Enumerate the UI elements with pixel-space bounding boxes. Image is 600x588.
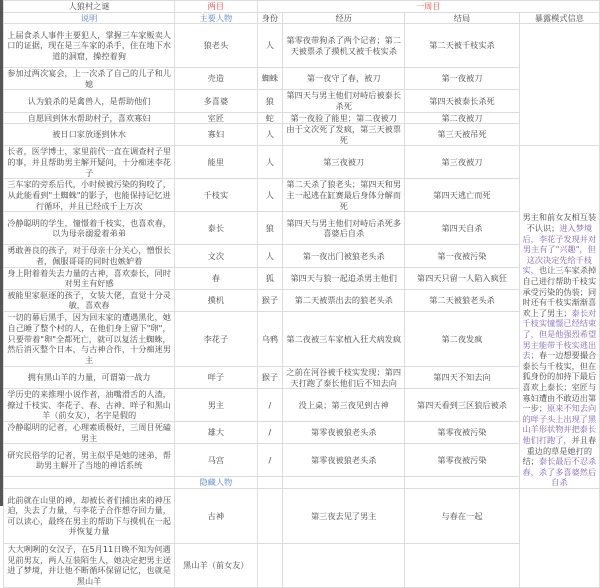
exposure-info-cell: [519, 24, 599, 146]
character-name: 咩子: [175, 366, 257, 388]
empty-cell: [405, 477, 519, 489]
table-row: [4, 146, 600, 179]
character-experience: 由于文次死了发疯，第三天被票死: [283, 124, 405, 146]
table-row: [4, 422, 600, 444]
character-ending: 第一夜被刀: [405, 68, 519, 90]
character-ending: 第三天被吊死: [405, 124, 519, 146]
character-ending: [405, 543, 519, 587]
character-identity: /: [257, 444, 283, 477]
character-description: 被日口家放逐到休水: [4, 124, 175, 146]
table-row: [4, 124, 600, 146]
character-ending: 第一夜被污染: [405, 245, 519, 267]
character-experience: 第四天与男主他们对峙后被泰长杀死: [283, 90, 405, 112]
table-row: [4, 366, 600, 388]
character-description: 学历史的来推理小说作者，油嘴滑舌的人渣，撩过千枝实、李花子、春、古神、咩子和黑山羊（前女友），名字是假的: [4, 389, 175, 422]
character-identity: /: [257, 422, 283, 444]
character-identity: 人: [257, 146, 283, 179]
table-row: [4, 90, 600, 112]
table-row: [4, 444, 600, 477]
character-identity: 乌鸦: [257, 311, 283, 366]
table-row: [4, 289, 600, 311]
table-row: [4, 112, 600, 124]
exposure-segment: 也让三车家杀掉自己进行帮助千枝实承受污染的伪装；同时还有千枝实渐渐喜欢上了男主；: [522, 265, 597, 318]
character-name: 寡妇: [175, 124, 257, 146]
character-ending: 第二夜被刀: [405, 112, 519, 124]
exposure-segment: 进入梦境后，李花子发现并对男主有了"兴趣"，但这次决定先给千枝实，: [522, 223, 597, 276]
character-name: 千枝实: [175, 179, 257, 212]
exposure-segment: 并且春重边的草是她打的结；: [522, 434, 597, 467]
exposure-info-empty: [519, 488, 599, 587]
exposure-segment: 春一边想要撮合泰长与千枝实，但在狐身份的加持下最后喜欢上泰长；室匠与寡妇遭由不敢迈出第一步；: [522, 350, 597, 414]
character-description: 三车家的旁系后代，小时候被污染的狗咬了，从此能看到"土蜘蛛"的影子，也能保持记忆进行循环，并且已经成千上万次: [4, 179, 175, 212]
character-experience: 第零夜带狗杀了两个记者；第二天被票杀了摸机又被千枝实杀: [283, 24, 405, 68]
character-name: 文次: [175, 245, 257, 267]
table-row: [4, 311, 600, 366]
character-description: 研究民俗学的记者，男主似乎是她的迷弟，帮助男主解开了当地的神话系统: [4, 444, 175, 477]
table-row: [4, 24, 600, 68]
character-name: 能里: [175, 146, 257, 179]
character-identity: /: [257, 389, 283, 422]
character-description: 认为狼杀的是禽兽人，是帮助他们: [4, 90, 175, 112]
table-row: [4, 245, 600, 267]
character-experience: 第二天杀了狼老头；第四天和男主一起逃在缸赛最后身体分解而死: [283, 179, 405, 212]
character-name: 雄大: [175, 422, 257, 444]
exposure-segment: 原来不知去向的咩子头上出现了黑山羊形状物并把泰长他们打跑了，: [522, 403, 597, 445]
column-header-row: [4, 12, 600, 24]
character-experience: 第四天与男主他们对峙后杀死多喜婆后自杀: [283, 212, 405, 245]
hidden-section-label: 隐藏人物: [175, 477, 257, 489]
character-identity: 蛇: [257, 112, 283, 124]
col-header-ending: 结局: [405, 12, 519, 24]
character-identity: [257, 543, 283, 587]
character-name: 狼老头: [175, 24, 257, 68]
character-description: 长者，医学博士，家里前代一直在调查村子里的事，并且帮助男主解开疑问，十分痴迷李花子: [4, 146, 175, 179]
character-experience: 第四天与狼一起追杀男主他们: [283, 267, 405, 289]
character-identity: [257, 488, 283, 543]
character-identity: 蜘蛛: [257, 68, 283, 90]
character-name: 黑山羊（前女友）: [175, 543, 257, 587]
character-description: 拥有黑山羊的力量，可谓第一战力: [4, 366, 175, 388]
character-name: 男主: [175, 389, 257, 422]
character-ending: 第四天只留一人陷入疯狂: [405, 267, 519, 289]
character-experience: 之前在河谷被千枝实发现；第四天打跑了泰长他们后不知去向: [283, 366, 405, 388]
table-row: [4, 267, 600, 289]
character-identity: 狼: [257, 90, 283, 112]
character-ending: 第三夜被刀: [405, 146, 519, 179]
character-identity: 狼: [257, 212, 283, 245]
table-row: [4, 179, 600, 212]
character-name: 春: [175, 267, 257, 289]
exposure-segment: 泰长对千枝实憧憬已经结束了，但是他强烈希望男主能带千枝实逃出去；: [522, 307, 597, 361]
character-description: 身上附着着失去力量的古神，喜欢泰长，同时对男主有好感: [4, 267, 175, 289]
col-header-identity: 身份: [257, 12, 283, 24]
exposure-segment: 男主和前女友相互装不认识；: [522, 212, 597, 234]
character-ending: 与春在一起: [405, 488, 519, 543]
table-row: [4, 212, 600, 245]
character-name: 壳造: [175, 68, 257, 90]
empty-cell: [4, 477, 175, 489]
character-table: [3, 0, 600, 588]
character-ending: 第四天被泰长杀死: [405, 90, 519, 112]
character-description: 冷静聪明的学生，憧憬着千枝实，也喜欢春，以为母亲溺爱着弟弟: [4, 212, 175, 245]
character-experience: 第一夜出门被狼老头杀: [283, 245, 405, 267]
character-description: 冷静聪明的记者，心理素质极好，三周目死磕男主: [4, 422, 175, 444]
character-experience: 第一夜验了能里；第二夜被刀: [283, 112, 405, 124]
character-identity: 人: [257, 24, 283, 68]
table-row: [4, 68, 600, 90]
exposure-info-text: [519, 146, 599, 489]
empty-cell: [283, 477, 405, 489]
character-experience: 第零夜被狼老头杀: [283, 422, 405, 444]
character-identity: 猴子: [257, 366, 283, 388]
character-ending: 第零夜被污染: [405, 422, 519, 444]
character-ending: 第四天自杀: [405, 212, 519, 245]
character-identity: 狐: [257, 267, 283, 289]
character-identity: 猴子: [257, 289, 283, 311]
character-description: 此前就在山里的神，却被长者们捕出来的神压迫，失去了力量，与李花子合作想夺回力量，可以读心，最终在男主的帮助下与摸机在一起并恢复力量: [4, 488, 175, 543]
character-experience: [283, 543, 405, 587]
character-name: 李花子: [175, 311, 257, 366]
character-description: 被能里家驱逐的孩子，女装大佬，直觉十分灵敏，喜欢春: [4, 289, 175, 311]
character-name: 马宫: [175, 444, 257, 477]
character-description: 参加过两次宴会，上一次杀了自己的儿子和儿媳: [4, 68, 175, 90]
character-name: 多喜婆: [175, 90, 257, 112]
week1-label: 一周目: [257, 1, 599, 13]
character-experience: 第一夜守了春，被刀: [283, 68, 405, 90]
character-description: 大大咧咧的女汉子，在5月11日晚不知为何遇见前男友，两人互装陌生人，她决定把男主送进了梦境，并让他不断循环保留记忆，也就是黑山羊: [4, 543, 175, 587]
table-title: 人狼村之谜: [4, 1, 175, 13]
character-description: 勇敢善良的孩子，对于母亲十分关心，憎恨长者，佩服哥哥的同时也嫉妒着: [4, 245, 175, 267]
character-description: 一切的幕后黑手，因为回末家的遭遇黑化，她自己睡了整个村的人，在他们身上留下"卵"，只要带着"卵"全都死亡，就可以复活土蜘蛛，然后消灭整个日本，与古神合作，十分痴迷男主: [4, 311, 175, 366]
table-row: [4, 543, 600, 587]
character-description: 自愿回到休水帮助村子，喜欢寡妇: [4, 112, 175, 124]
character-ending: 第二天被狼老头杀: [405, 289, 519, 311]
exposure-segment: 泰长最后不忍杀春，杀了多喜婆然后自杀: [522, 456, 597, 488]
character-experience: 第三夜被刀: [283, 146, 405, 179]
character-ending: 第零夜被污染: [405, 444, 519, 477]
col-header-main-characters: 主要人物: [175, 12, 257, 24]
character-experience: 没上桌；第三夜见到古神: [283, 389, 405, 422]
character-description: 上届食杀人事件主要犯人，掌握三车家贩卖人口的证据，现在是三车家的杀手，住在地下水道的洞窟，操控着狗: [4, 24, 175, 68]
character-experience: 第二夜被三车家植入狂犬病发疯: [283, 311, 405, 366]
col-header-exposure-info: 暴露模式信息: [519, 12, 599, 24]
week2-label: 两目: [175, 1, 257, 13]
character-ending: 第四天不知去向: [405, 366, 519, 388]
character-ending: 第四天逃亡而死: [405, 179, 519, 212]
character-name: 室匠: [175, 112, 257, 124]
character-identity: 人: [257, 124, 283, 146]
hidden-section-row: [4, 477, 600, 489]
table-row: [4, 488, 600, 543]
character-name: 摸机: [175, 289, 257, 311]
table-row: [4, 389, 600, 422]
character-name: 泰长: [175, 212, 257, 245]
character-name: 古神: [175, 488, 257, 543]
col-header-experience: 经历: [283, 12, 405, 24]
character-ending: 第二夜发疯: [405, 311, 519, 366]
character-experience: 第三夜去见了男主: [283, 488, 405, 543]
character-experience: 第零夜被狼老头杀: [283, 444, 405, 477]
character-ending: 第二天被千枝实杀: [405, 24, 519, 68]
character-identity: 人: [257, 245, 283, 267]
character-identity: 人: [257, 179, 283, 212]
col-header-description: 说明: [4, 12, 175, 24]
title-row: [4, 1, 600, 13]
character-experience: 第二天被票出去的狼老头杀: [283, 289, 405, 311]
empty-cell: [257, 477, 283, 489]
character-ending: 第四天看到三区狼后被杀: [405, 389, 519, 422]
